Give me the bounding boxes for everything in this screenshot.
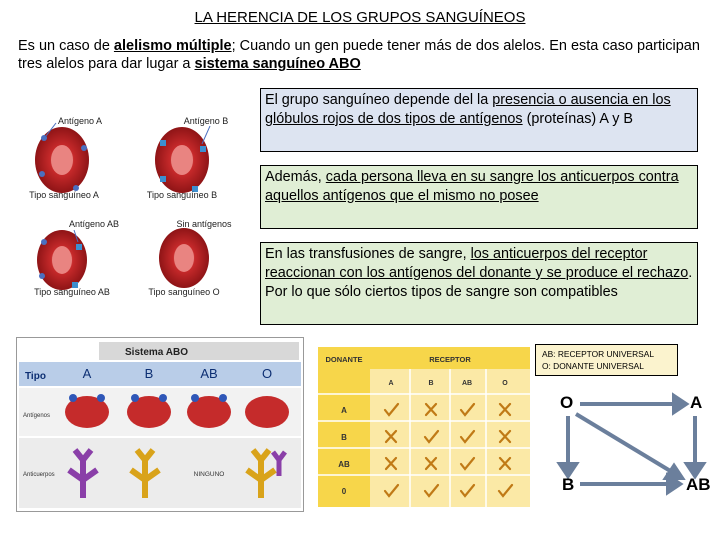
compat-col-header: A — [388, 380, 394, 387]
label-sin-antigenos: Sin antígenos — [176, 219, 232, 229]
abo-type-b: B — [144, 366, 154, 381]
intro-text-1: Es un caso de — [18, 38, 114, 54]
compatibility-table — [318, 347, 530, 507]
compat-row-header: B — [341, 433, 347, 442]
abo-system-table — [16, 337, 304, 512]
box1-text-1: El grupo sanguíneo depende del la — [265, 92, 493, 108]
abo-header: Sistema ABO — [125, 347, 188, 358]
info-box-antigens — [260, 88, 698, 152]
label-tipo-a: Tipo sanguíneo A — [29, 190, 99, 200]
arrow-o-to-ab — [576, 414, 672, 472]
cell-type-a — [35, 123, 89, 193]
box3-text-2: . Por lo que sólo ciertos tipos de sangre son compatibles — [265, 265, 693, 300]
universal-receptor: AB: RECEPTOR UNIVERSAL — [542, 349, 655, 359]
abo-tipo-label: Tipo — [25, 371, 46, 382]
info-box-antibodies — [260, 165, 698, 229]
universal-note — [535, 344, 678, 376]
abo-ninguno: NINGUNO — [193, 471, 225, 478]
cell-type-b — [155, 126, 210, 193]
compat-col-header: O — [502, 380, 508, 387]
compat-row-header: A — [341, 406, 347, 415]
abo-type-o: O — [261, 366, 273, 381]
node-o: O — [560, 393, 574, 412]
abo-anticuerpos-label: Anticuerpos — [23, 472, 55, 478]
label-antigeno-ab: Antígeno AB — [68, 219, 120, 229]
compat-row-header: AB — [338, 460, 350, 469]
label-tipo-o: Tipo sanguíneo O — [148, 287, 220, 297]
node-a: A — [690, 393, 703, 412]
abo-antigenos-label: Antígenos — [23, 413, 51, 419]
info-box-transfusions — [260, 242, 698, 325]
intro-keyword-alelismo: alelismo múltiple — [113, 38, 232, 54]
abo-type-ab: AB — [200, 366, 218, 381]
label-tipo-b: Tipo sanguíneo B — [146, 190, 218, 200]
compat-receptor: RECEPTOR — [429, 355, 471, 364]
intro-paragraph — [18, 37, 718, 73]
compat-donante: DONANTE — [325, 355, 363, 364]
universal-donante: O: DONANTE UNIVERSAL — [542, 361, 644, 371]
intro-keyword-abo: sistema sanguíneo ABO — [194, 56, 361, 72]
label-antigeno-a: Antígeno A — [57, 116, 103, 126]
box1-text-2: (proteínas) A y B — [522, 111, 634, 127]
box2-text-1: Además, — [265, 169, 326, 185]
blood-cells-figure — [14, 90, 254, 306]
arrow-o-to-a-head — [674, 396, 686, 412]
node-ab: AB — [686, 475, 711, 494]
cell-type-o — [159, 228, 209, 288]
box3-text-1: En las transfusiones de sangre, — [265, 246, 471, 262]
node-b: B — [562, 475, 575, 494]
label-antigeno-b: Antígeno B — [183, 116, 229, 126]
box2-underlined: cada persona lleva en su sangre los anticuerpos contra aquellos antígenos que el mismo no posee — [265, 169, 679, 204]
compat-col-header: B — [428, 380, 434, 387]
intro-text-2: ; Cuando un gen puede tener más de dos alelos. En esta caso participan tres alelos para dar lugar a — [18, 38, 700, 72]
compat-col-header: AB — [461, 380, 473, 387]
page-title: LA HERENCIA DE LOS GRUPOS SANGUÍNEOS — [194, 9, 526, 26]
box1-underlined: presencia o ausencia en los glóbulos rojos de dos tipos de antígenos — [265, 92, 671, 127]
label-tipo-ab: Tipo sanguíneo AB — [34, 287, 110, 297]
cell-type-ab — [37, 230, 87, 290]
abo-type-a: A — [82, 366, 92, 381]
box3-underlined: los anticuerpos del receptor reaccionan con los antígenos del donante y se produce el rechazo — [265, 246, 689, 281]
compat-row-header: 0 — [341, 487, 347, 496]
